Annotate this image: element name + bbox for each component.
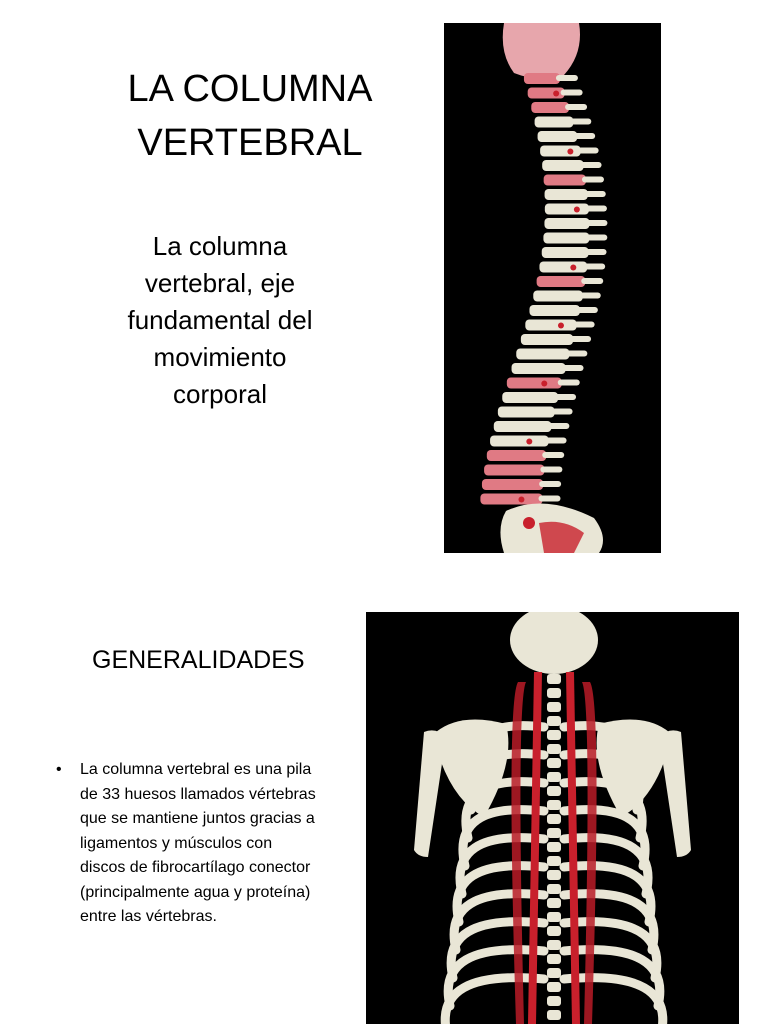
bullet-line: ligamentos y músculos con <box>80 834 273 852</box>
back-anatomy-image <box>366 612 739 1024</box>
subtitle-line: La columna <box>152 231 288 261</box>
subtitle-line: corporal <box>173 379 267 409</box>
title-line-2: VERTEBRAL <box>137 122 363 164</box>
slide-subtitle <box>95 228 345 413</box>
subtitle-line: fundamental del <box>127 305 313 335</box>
section-heading: GENERALIDADES <box>92 646 305 674</box>
subtitle-line: movimiento <box>153 342 287 372</box>
slide-title <box>90 62 410 170</box>
bullet-line: de 33 huesos llamados vértebras <box>80 785 316 803</box>
spine-side-image <box>444 23 661 553</box>
back-anatomy-illustration <box>366 612 739 1024</box>
bullet-line: La columna vertebral es una pila <box>80 761 312 778</box>
bullet-list <box>56 758 356 930</box>
bullet-line: discos de fibrocartílago conector <box>80 859 311 876</box>
bullet-line: (principalmente agua y proteína) <box>80 883 311 901</box>
title-line-1: LA COLUMNA <box>127 68 373 110</box>
bullet-item <box>56 758 356 930</box>
slide-2 <box>0 590 768 1024</box>
bullet-line: que se mantiene juntos gracias a <box>80 810 315 827</box>
spine-illustration <box>444 23 661 553</box>
subtitle-line: vertebral, eje <box>144 268 296 298</box>
bullet-line: entre las vértebras. <box>80 908 217 925</box>
bullet-dot: • <box>56 761 62 778</box>
